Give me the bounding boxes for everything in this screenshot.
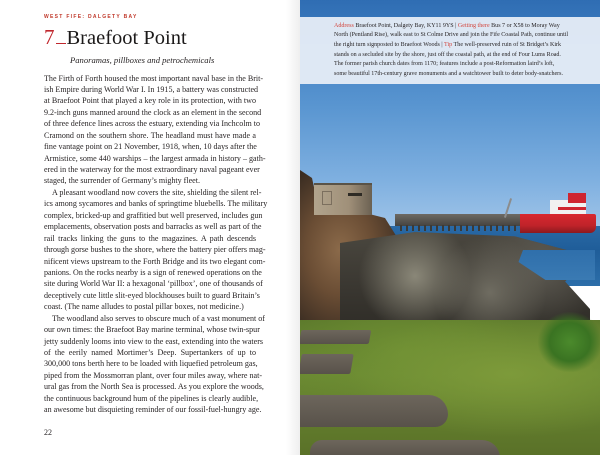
photo-jetty-legs <box>400 225 530 231</box>
photo-pillbox-door <box>322 191 332 205</box>
info-text: The former parish church dates from 1170; features include a post-Reformation laird’s loft, <box>334 61 555 68</box>
body-line: coast. (The name alludes to postal pillar boxes, not medicine.) <box>44 302 244 312</box>
body-line: our own times: the Braefoot Bay marine terminal, whose twin-spur <box>44 325 260 335</box>
info-label: Getting there <box>457 22 490 29</box>
body-line: 9.2-inch guns manned around the clock as an element in the second <box>44 107 262 117</box>
running-head: WEST FIFE: DALGETY BAY <box>44 14 138 20</box>
info-box-line <box>334 51 588 61</box>
body-line: ics among sycamores and banks of springtime bluebells. The military <box>44 199 268 209</box>
photo-ship-bridge <box>568 193 586 203</box>
page-number: 22 <box>44 428 52 437</box>
photo-path-slab <box>300 395 448 427</box>
body-line: panions. On the rocks nearby is a sign of renewed operations on the <box>44 267 262 277</box>
chapter-number: 7 <box>44 25 55 49</box>
info-label: Tip <box>444 41 453 48</box>
photo-path-slab <box>310 440 500 455</box>
info-box-line <box>334 41 588 51</box>
info-text: the right turn signposted to Braefoot Woods | <box>334 41 445 48</box>
body-line: of three defence lines across the estuary, extending via Inchcolm to <box>44 119 260 129</box>
body-line: ish Empire during World War I. In 1915, a battery was constructed <box>44 84 259 94</box>
body-line: rail tracks linking the guns to the magazines. A path descends <box>44 233 256 243</box>
info-box-line <box>334 60 588 70</box>
body-line: The Firth of Forth housed the most important naval base in the Brit- <box>44 73 264 83</box>
photo-bush <box>538 312 600 372</box>
body-line: of the eerily named Mortimer’s Deep. Supertankers of up to <box>44 348 256 357</box>
info-box-line <box>334 31 588 41</box>
body-line: through gorse bushes to the shore, where the battery pier offers mag- <box>44 245 266 255</box>
body-line: A pleasant woodland now covers the site, shielding the silent rel- <box>52 187 262 197</box>
info-text: stands on a secluded site by the shore, just off the coastal path, at the end of Four Lums Road. <box>334 51 561 58</box>
body-line: the continuous background hum of the pipelines is clearly audible, <box>44 393 259 403</box>
info-box-line <box>334 22 588 32</box>
body-line: at Braefoot Point that played a key role in its protection, with two <box>44 96 256 106</box>
body-line: nificent views upstream to the Forth Bridge and its two elegant com- <box>44 256 266 266</box>
info-text: some beautiful 17th-century grave monuments and a watchtower built to deter body-snatchers. <box>334 71 564 78</box>
chapter-heading <box>44 27 187 53</box>
info-box-text <box>334 22 588 80</box>
info-text: The well-preserved ruin of St Bridget’s Kirk <box>452 41 562 48</box>
body-line: piped from the Mossmorran plant, over four miles away, where nat- <box>44 370 263 380</box>
page-title: Braefoot Point <box>66 27 187 49</box>
info-text: North (Pentland Rise), walk east to St Colme Drive and join the Fife Coastal Path, continue until <box>334 32 569 39</box>
body-line: an awesome but disquieting reminder of our fossil-fuel-hungry age. <box>44 405 262 415</box>
photo-ship-band <box>558 207 586 210</box>
body-line: ural gas from the North Sea is processed. As you explore the woods, <box>44 382 264 392</box>
body-line: jetty suddenly looms into view to the east, extending into the waters <box>44 336 264 346</box>
body-line: Armistice, some 440 warships – the largest armada in history – gath- <box>44 153 266 163</box>
body-line: 300,000 tons berth here to be loaded with liquefied petroleum gas, <box>44 359 258 369</box>
body-line: staged, the surrender of Germany’s mighty fleet. <box>44 176 200 186</box>
info-box-line <box>334 70 588 80</box>
page-subtitle: Panoramas, pillboxes and petrochemicals <box>70 55 215 65</box>
photo-tanker-ship <box>520 214 596 233</box>
body-line: The woodland also serves to obscure much of a vast monument of <box>52 313 265 323</box>
body-line: ered in the waterway for the most extraordinary naval pageant ever <box>44 165 260 174</box>
photo-path-slab <box>300 354 354 374</box>
body-line: fine vantage point on 21 November, 1918, when, 10 days after the <box>44 142 257 152</box>
photo-pillbox-slit <box>348 193 362 196</box>
body-text <box>44 73 268 416</box>
body-line: Cramond on the southern shore. The headland must have made a <box>44 130 256 140</box>
info-label: Address <box>334 22 354 29</box>
body-line: deceptively cute little slit-eyed blockhouses built to guard Britain’s <box>44 290 260 300</box>
body-line: site during World War II: a hexagonal ‘pillbox’, one of thousands of <box>44 279 263 289</box>
body-line: emplacements, observation posts and barracks as well as part of the <box>44 222 262 232</box>
info-text: Bus 7 or X58 to Moray Way <box>489 22 560 29</box>
body-line: complex, bricked-up and graffitied but well preserved, includes gun <box>44 210 263 220</box>
info-text: Braefoot Point, Dalgety Bay, KY11 9YS | <box>353 22 458 29</box>
right-page <box>300 0 600 455</box>
chapter-number-rule <box>56 43 66 44</box>
photo-path-slab <box>300 330 371 344</box>
